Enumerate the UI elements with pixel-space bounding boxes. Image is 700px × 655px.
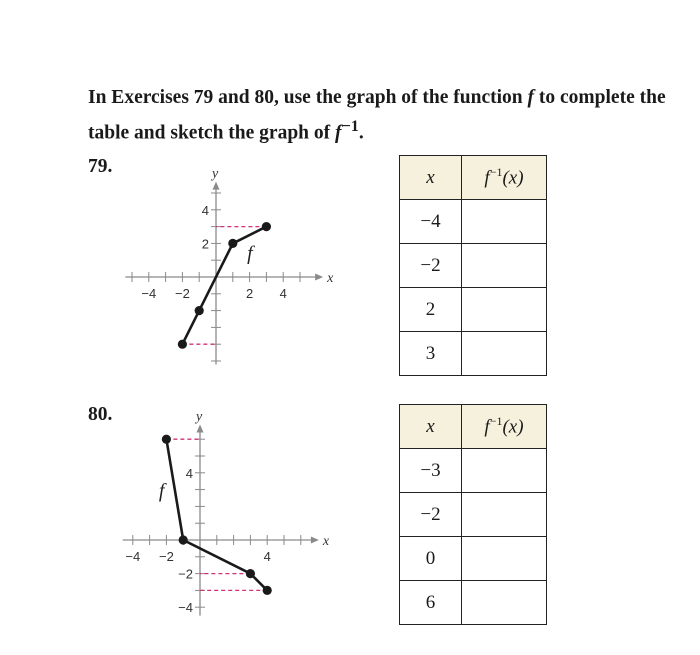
x-value-cell: −4 <box>400 200 462 244</box>
header-f-inverse: $f^{-1}(x)$ <box>462 156 547 200</box>
answer-cell[interactable] <box>462 581 547 625</box>
table-row <box>400 449 547 493</box>
x-tick-label: 4 <box>263 549 271 564</box>
exercise-80-graph-layer <box>123 409 330 615</box>
y-tick-label: −2 <box>178 566 193 582</box>
exercise-80-number: 80. <box>88 404 113 425</box>
x-tick-label: 2 <box>245 286 254 301</box>
header-x: x <box>400 156 462 200</box>
exercise-79-number: 79. <box>88 156 113 177</box>
x-value-cell: 3 <box>400 332 462 376</box>
answer-cell[interactable] <box>462 537 547 581</box>
x-tick-label: 4 <box>279 286 287 301</box>
table-header-row <box>400 405 547 449</box>
y-axis-label: y <box>212 166 219 182</box>
y-tick-label: 4 <box>185 465 193 481</box>
inverse-exponent: −1 <box>341 117 359 135</box>
instructions-part2: to complete the table and sketch the graph of <box>88 87 666 144</box>
x-tick-label: −4 <box>141 286 157 301</box>
x-value-cell: −2 <box>400 493 462 537</box>
x-value-cell: 2 <box>400 288 462 332</box>
instructions-end: . <box>358 122 364 144</box>
x-tick-label: −2 <box>174 286 190 301</box>
function-label: f <box>247 242 253 265</box>
x-value-cell: 6 <box>400 581 462 625</box>
answer-cell[interactable] <box>462 493 547 537</box>
instructions-part1: In Exercises 79 and 80, use the graph of the function <box>88 87 528 108</box>
graph-point <box>162 435 171 444</box>
y-tick-label: −4 <box>178 600 193 616</box>
x-axis-label: x <box>322 534 330 549</box>
graph-point <box>179 535 188 544</box>
inverse-function-symbol: f <box>335 122 342 144</box>
x-value-cell: −2 <box>400 244 462 288</box>
x-axis-label: x <box>327 271 334 286</box>
table-row <box>400 581 547 625</box>
function-label: f <box>158 480 165 503</box>
graph-point <box>263 586 272 595</box>
y-tick-label: 2 <box>201 236 209 252</box>
x-tick-label: −2 <box>158 549 174 564</box>
answer-cell[interactable] <box>462 449 547 493</box>
graph-point <box>246 569 255 578</box>
x-value-cell: −3 <box>400 449 462 493</box>
y-axis-arrow <box>197 424 204 432</box>
function-symbol: f <box>527 87 535 108</box>
exercise-80-table <box>399 404 547 625</box>
x-tick-label: −4 <box>125 549 141 564</box>
x-value-cell: 0 <box>400 537 462 581</box>
y-tick-label: 4 <box>201 202 209 218</box>
header-f-inverse: $f^{-1}(x)$ <box>462 405 547 449</box>
x-axis-arrow <box>311 537 319 544</box>
table-row <box>400 537 547 581</box>
header-x: x <box>400 405 462 449</box>
y-axis-label: y <box>196 409 203 425</box>
table-row <box>400 493 547 537</box>
